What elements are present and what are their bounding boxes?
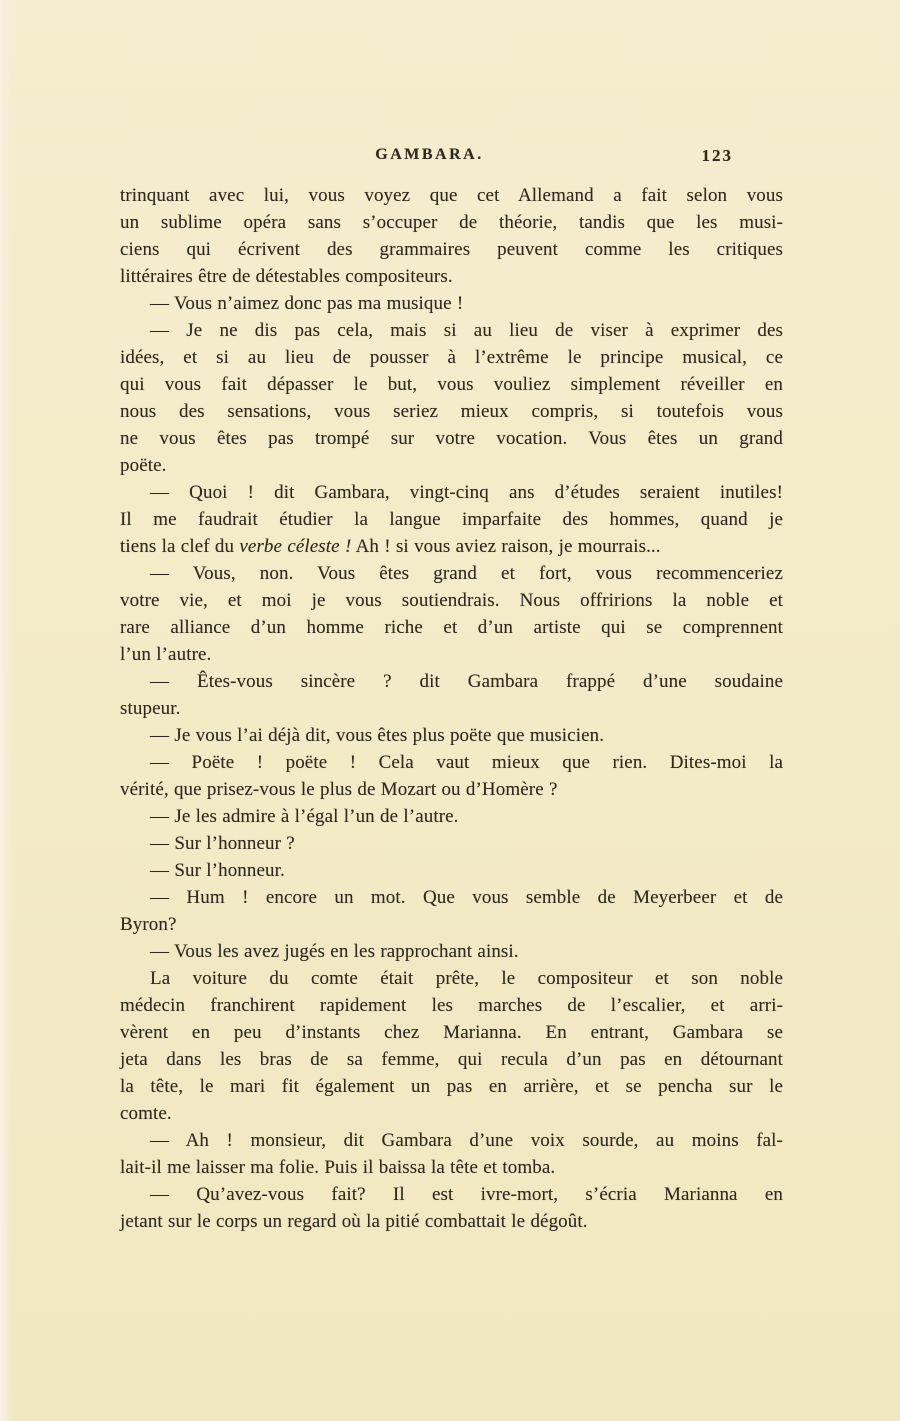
text-run: tiens la clef du <box>120 536 240 557</box>
text-line <box>120 722 783 749</box>
paragraph <box>120 479 783 560</box>
text-line <box>120 236 783 263</box>
text-run: médecin franchirent rapidement les marches de l’escalier, et arri- <box>120 995 783 1016</box>
text-run: comte. <box>120 1103 172 1124</box>
text-run: Byron? <box>120 914 177 935</box>
paragraph <box>120 884 783 938</box>
running-title: GAMBARA. <box>375 146 484 163</box>
paragraph <box>120 182 783 290</box>
paragraph <box>120 317 783 479</box>
text-run: vèrent en peu d’instants chez Marianna. En entrant, Gambara se <box>120 1022 783 1043</box>
text-line <box>120 1181 783 1208</box>
text-run: — Poëte ! poëte ! Cela vaut mieux que rien. Dites-moi la <box>150 752 783 773</box>
text-line <box>120 992 783 1019</box>
text-line <box>120 668 783 695</box>
paragraph <box>120 830 783 857</box>
text-line <box>120 884 783 911</box>
text-line <box>120 560 783 587</box>
text-run: ciens qui écrivent des grammaires peuvent comme les critiques <box>120 239 783 260</box>
text-run: littéraires être de détestables compositeurs. <box>120 266 453 287</box>
text-line <box>120 425 783 452</box>
text-line <box>120 209 783 236</box>
text-run: — Je ne dis pas cela, mais si au lieu de viser à exprimer des <box>150 320 783 341</box>
text-run: — Vous n’aimez donc pas ma musique ! <box>150 293 464 314</box>
text-run: La voiture du comte était prête, le compositeur et son noble <box>150 968 783 989</box>
text-run: idées, et si au lieu de pousser à l’extrême le principe musical, ce <box>120 347 783 368</box>
text-run: — Qu’avez-vous fait? Il est ivre-mort, s’écria Marianna en <box>150 1184 783 1205</box>
text-line <box>120 776 783 803</box>
text-line <box>120 317 783 344</box>
text-run: nous des sensations, vous seriez mieux compris, si toutefois vous <box>120 401 783 422</box>
text-line <box>120 830 783 857</box>
text-run: — Vous, non. Vous êtes grand et fort, vous recommenceriez <box>150 563 783 584</box>
text-line <box>120 965 783 992</box>
text-run: qui vous fait dépasser le but, vous vouliez simplement réveiller en <box>120 374 783 395</box>
text-line <box>120 857 783 884</box>
text-run: — Sur l’honneur ? <box>150 833 295 854</box>
paragraph <box>120 722 783 749</box>
text-run: jeta dans les bras de sa femme, qui recula d’un pas en détournant <box>120 1049 783 1070</box>
paragraph <box>120 560 783 668</box>
paragraph <box>120 857 783 884</box>
text-line <box>120 506 783 533</box>
text-line <box>120 614 783 641</box>
italic-phrase: verbe céleste ! <box>239 536 352 557</box>
text-run: Ah ! si vous aviez raison, je mourrais... <box>351 536 661 557</box>
paragraph <box>120 938 783 965</box>
text-line <box>120 182 783 209</box>
page-header <box>120 146 783 172</box>
paragraph <box>120 803 783 830</box>
paragraph <box>120 668 783 722</box>
text-line <box>120 1154 783 1181</box>
text-run: stupeur. <box>120 698 181 719</box>
text-run: — Ah ! monsieur, dit Gambara d’une voix sourde, au moins fal- <box>150 1130 783 1151</box>
text-run: l’un l’autre. <box>120 644 212 665</box>
text-line <box>120 479 783 506</box>
text-run: trinquant avec lui, vous voyez que cet Allemand a fait selon vous <box>120 185 783 206</box>
text-line <box>120 1046 783 1073</box>
text-run: la tête, le mari fit également un pas en arrière, et se pencha sur le <box>120 1076 783 1097</box>
text-line <box>120 1073 783 1100</box>
text-body <box>120 182 783 1235</box>
text-line <box>120 911 783 938</box>
text-run: Il me faudrait étudier la langue imparfaite des hommes, quand je <box>120 509 783 530</box>
text-run: poëte. <box>120 455 167 476</box>
text-line <box>120 1127 783 1154</box>
paragraph <box>120 1127 783 1181</box>
paragraph <box>120 290 783 317</box>
text-run: — Je les admire à l’égal l’un de l’autre. <box>150 806 459 827</box>
text-line <box>120 938 783 965</box>
text-run: — Je vous l’ai déjà dit, vous êtes plus poëte que musicien. <box>150 725 605 746</box>
text-run: vérité, que prisez-vous le plus de Mozart ou d’Homère ? <box>120 779 558 800</box>
text-line <box>120 641 783 668</box>
text-line <box>120 344 783 371</box>
text-run: — Quoi ! dit Gambara, vingt-cinq ans d’études seraient inutiles! <box>150 482 783 503</box>
text-run: rare alliance d’un homme riche et d’un artiste qui se comprennent <box>120 617 783 638</box>
text-line <box>120 695 783 722</box>
text-line <box>120 263 783 290</box>
text-run: — Vous les avez jugés en les rapprochant ainsi. <box>150 941 519 962</box>
text-line <box>120 1019 783 1046</box>
text-run: jetant sur le corps un regard où la pitié combattait le dégoût. <box>120 1211 588 1232</box>
text-run: lait-il me laisser ma folie. Puis il baissa la tête et tomba. <box>120 1157 556 1178</box>
page-number: 123 <box>701 146 733 165</box>
text-line <box>120 803 783 830</box>
text-run: — Hum ! encore un mot. Que vous semble de Meyerbeer et de <box>150 887 783 908</box>
text-line <box>120 1100 783 1127</box>
text-line <box>120 452 783 479</box>
paragraph <box>120 749 783 803</box>
text-line <box>120 371 783 398</box>
text-run: votre vie, et moi je vous soutiendrais. Nous offririons la noble et <box>120 590 783 611</box>
text-run: un sublime opéra sans s’occuper de théorie, tandis que les musi- <box>120 212 783 233</box>
text-line <box>120 290 783 317</box>
paragraph <box>120 1181 783 1235</box>
paragraph <box>120 965 783 1127</box>
text-run: ne vous êtes pas trompé sur votre vocation. Vous êtes un grand <box>120 428 783 449</box>
text-line <box>120 749 783 776</box>
text-line <box>120 533 783 560</box>
text-run: — Sur l’honneur. <box>150 860 285 881</box>
text-line <box>120 587 783 614</box>
text-run: — Êtes-vous sincère ? dit Gambara frappé d’une soudaine <box>150 671 783 692</box>
text-line <box>120 398 783 425</box>
text-line <box>120 1208 783 1235</box>
